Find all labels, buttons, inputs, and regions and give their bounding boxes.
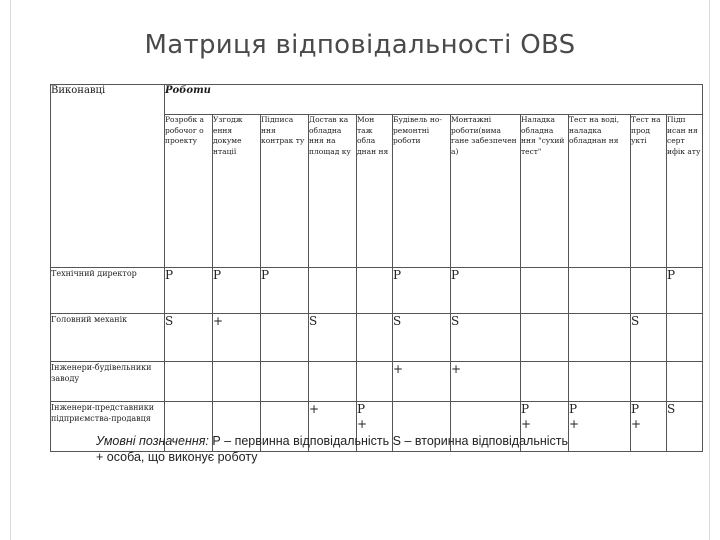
column-header: Тест на прод укті [631, 115, 667, 268]
row-label: Головний механік [51, 314, 165, 362]
table-cell [569, 314, 631, 362]
table-cell [569, 268, 631, 314]
table-cell: P + [631, 402, 667, 452]
column-header: Наладка обладна ння "сухий тест" [521, 115, 569, 268]
responsibility-matrix [50, 84, 703, 452]
table-cell [521, 362, 569, 402]
table-cell: + [451, 362, 521, 402]
table-cell [357, 268, 393, 314]
table-cell [309, 362, 357, 402]
legend-line1: Р – первинна відповідальність S – вторинна відповідальність [208, 434, 569, 448]
column-header: Розробк а робочог о проекту [165, 115, 213, 268]
legend-label: Умовні позначення: [96, 434, 209, 448]
table-cell [357, 314, 393, 362]
column-header: Підп исан ня серт ифік ату [667, 115, 703, 268]
table-cell: S [309, 314, 357, 362]
table-cell: + [213, 314, 261, 362]
column-header: Будівель но-ремонтні роботи [393, 115, 451, 268]
page-title: Матриця відповідальності OBS [144, 30, 576, 60]
table-cell [261, 314, 309, 362]
row-label: Технічний директор [51, 268, 165, 314]
table-cell [309, 268, 357, 314]
table-cell: P + [521, 402, 569, 452]
table-cell: P [393, 268, 451, 314]
table-cell: S [393, 314, 451, 362]
column-header: Монтажні роботи(вима гане забезпечен а) [451, 115, 521, 268]
table-cell: + [309, 402, 357, 452]
table-cell [521, 314, 569, 362]
table-cell: P [261, 268, 309, 314]
table-cell: S [165, 314, 213, 362]
column-header: Узгодж ення докуме нтації [213, 115, 261, 268]
table-row [51, 268, 703, 314]
table-cell [569, 362, 631, 402]
corner-label: Виконавці [51, 85, 165, 268]
row-label: Інженери-будівельники заводу [51, 362, 165, 402]
table-cell: P [165, 268, 213, 314]
table-cell [357, 362, 393, 402]
table-cell: S [451, 314, 521, 362]
table-cell [213, 362, 261, 402]
row-label: Інженери-представники підприємства-продавця [51, 402, 165, 452]
legend-line2: + особа, що виконує роботу [96, 450, 258, 464]
table-cell [667, 314, 703, 362]
table-row [51, 314, 703, 362]
table-row [51, 362, 703, 402]
table-cell: P [667, 268, 703, 314]
table-cell [667, 362, 703, 402]
group-header: Роботи [165, 85, 703, 115]
table-cell: S [631, 314, 667, 362]
table-cell: P + [569, 402, 631, 452]
column-header: Достав ка обладна ння на площад ку [309, 115, 357, 268]
column-header: Тест на воді, наладка обладнан ня [569, 115, 631, 268]
column-header: Підписа ння контрак ту [261, 115, 309, 268]
column-header: Мон таж обла днан ня [357, 115, 393, 268]
table-cell: P [451, 268, 521, 314]
table-cell: + [393, 362, 451, 402]
table-cell [261, 362, 309, 402]
table-cell: P [213, 268, 261, 314]
legend [96, 433, 696, 465]
table-cell [521, 268, 569, 314]
table-cell [631, 268, 667, 314]
table-cell: S [667, 402, 703, 452]
table-cell [165, 362, 213, 402]
table-cell [631, 362, 667, 402]
table-cell: P + [357, 402, 393, 452]
